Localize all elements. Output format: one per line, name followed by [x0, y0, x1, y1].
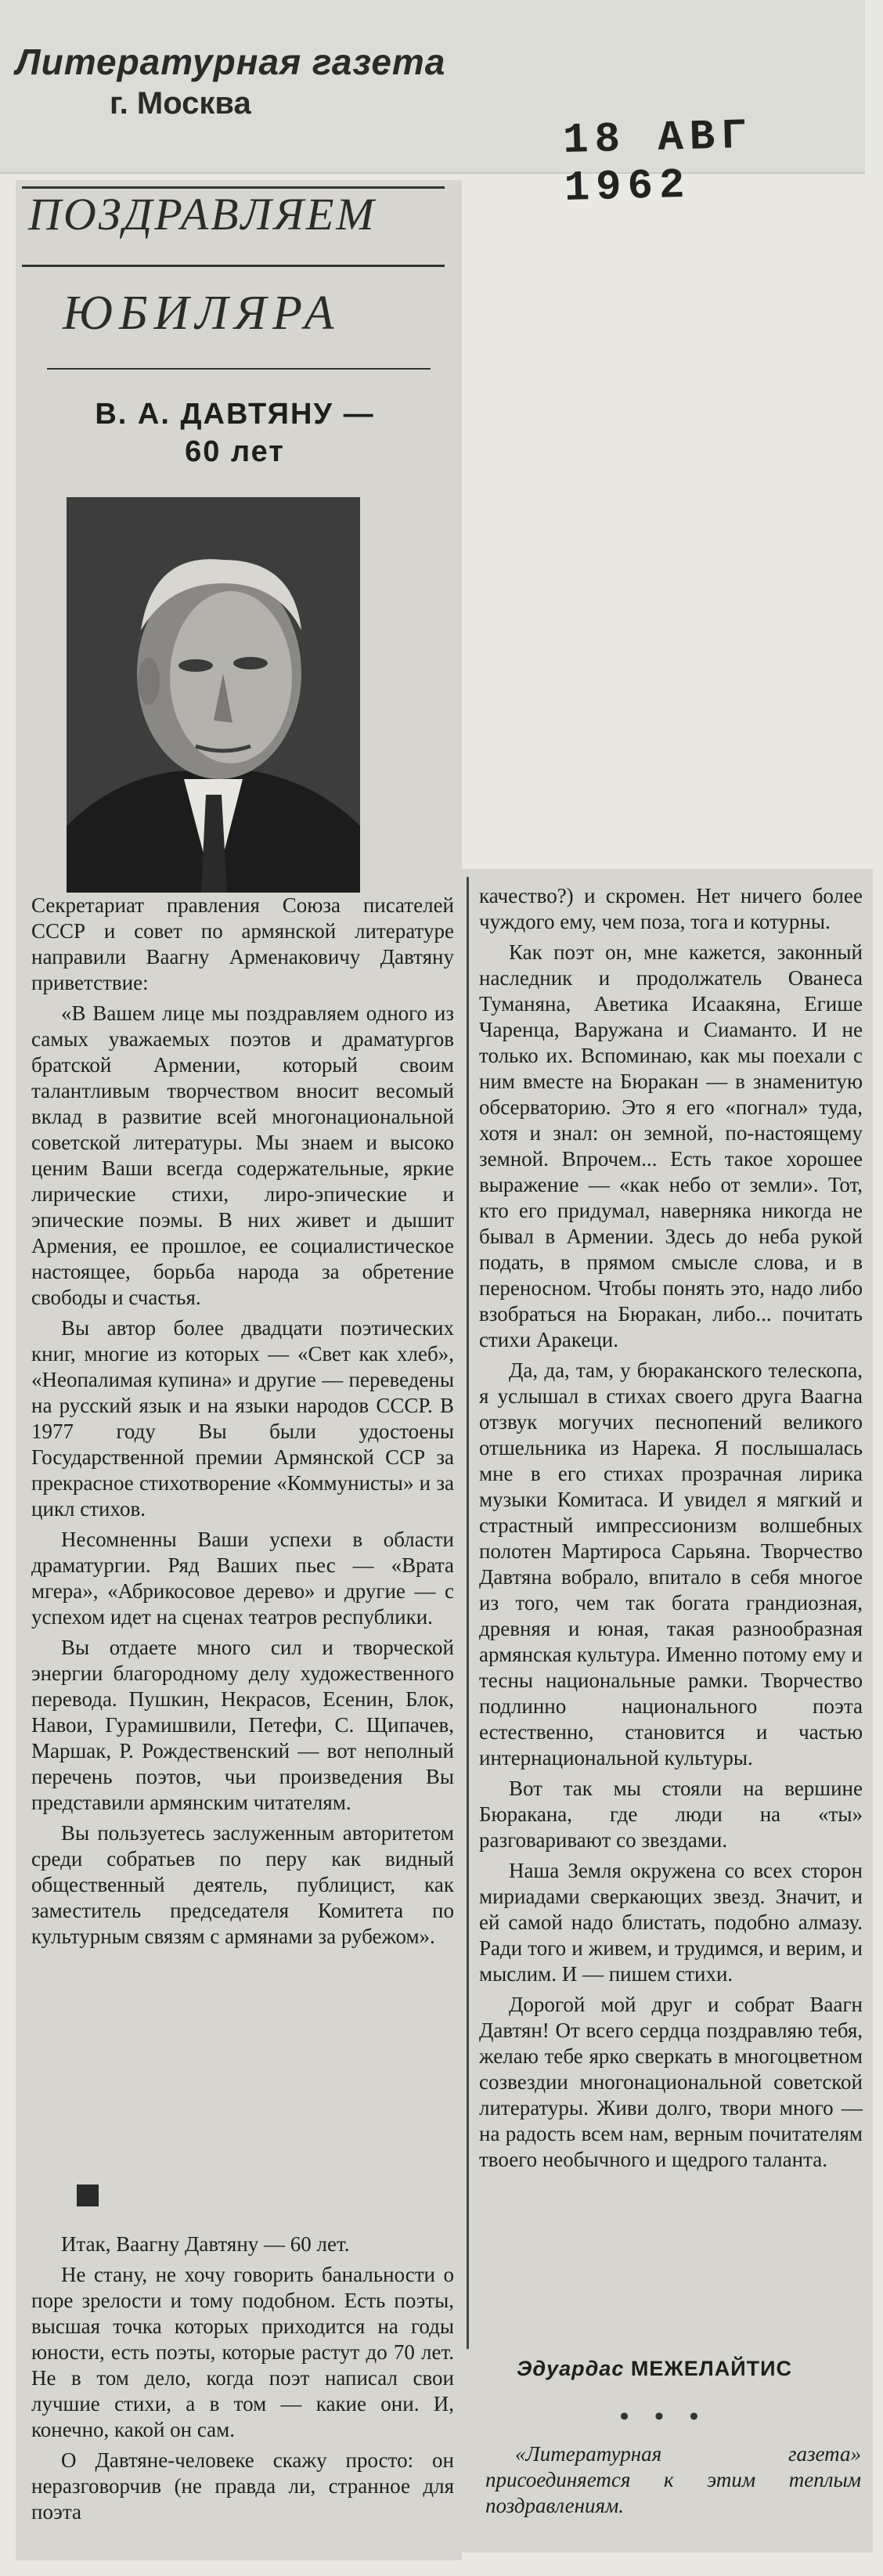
article-column-left-lower [31, 2231, 454, 2530]
title-rule-middle [22, 265, 445, 267]
paragraph: «В Вашем лице мы поздравляем одного из самых уважаемых поэтов и драматургов братской Армении, который своим талантливым творчеством вносит весомый вклад в развитие всей многонациональной советской литературы. Мы знаем и высоко ценим Ваши всегда содержательные, яркие лирические стихи, лиро-эпические и эпические поэмы. В них живет и дышит Армения, ее прошлое, ее социалистическое настоящее, борьба народа за обретение свободы и счастья. [31, 1001, 454, 1309]
paragraph: Вот так мы стояли на вершине Бюракана, где люди на «ты» разговаривают со звездами. [479, 1777, 863, 1852]
paragraph: Вы отдаете много сил и творческой энергии благородному делу художественного перевода. Пушкин, Некрасов, Есенин, Блок, Навои, Гурамишвили, Петефи, С. Щипачев, Маршак, Р. Рождественский — вот неполный перечень поэтов, чьи произведения Вы представили армянским читателям. [31, 1636, 454, 1814]
author-last-name: МЕЖЕЛАЙТИС [630, 2357, 793, 2380]
title-rule-bottom [47, 368, 431, 370]
headline-congratulate: ПОЗДРАВЛЯЕМ [28, 189, 377, 240]
dedication [70, 395, 399, 471]
paragraph: Да, да, там, у бюраканского телескопа, я услышал в стихах своего друга Ваагна отзвук могучих песнопений великого отшельника из Нарека. Я послышалась мне в его стихах прозрачная лирика музыки Комитаса. И увидел я мягкий и страстный импрессионизм волшебных полотен Мартироса Сарьяна. Творчество Давтяна вобрало, впитало в себя многое из того, чем так богата грандиозная, древняя и юная, такая разнообразная армянская культура. Именно потому ему и тесны национальные рамки. Творчество подлинно национального поэта естественно, становится и частью интернациональной культуры. [479, 1358, 863, 1770]
dedication-name: В. А. ДАВТЯНУ — [95, 398, 375, 431]
article-column-left [31, 893, 454, 1954]
paragraph: Вы пользуетесь заслуженным авторитетом среди собратьев по перу как видный общественный деятель, публицист, как заместитель председателя Комитета по культурным связям с армянами за рубежом». [31, 1821, 454, 1948]
author-signature [517, 2357, 792, 2381]
paragraph: Как поэт он, мне кажется, законный наследник и продолжатель Ованеса Туманяна, Аветика Исаакяна, Егише Чаренца, Варужана и Сиаманто. И не только их. Вспоминаю, как мы поехали с ним вместе на Бюракан — в знаменитую обсерваторию. Это я его «погнал» туда, хотя и знал: он земной, по-настоящему земной. Впрочем... Есть такое хорошее выражение — «как небо от земли». Тот, кто его придумал, наверняка никогда не бывал в Армении. Здесь до неба рукой подать, в прямом смысле слова, и в переносном. Чтобы понять это, надо либо взобраться на Бюракан, либо... почитать стихи Аракеци. [479, 940, 863, 1351]
publication-city: г. Москва [110, 86, 251, 121]
paragraph: Дорогой мой друг и собрат Ваагн Давтян! От всего сердца поздравляю тебя, желаю тебе ярко сверкать в многоцветном созвездии многонациональной советской литературы. Живи долго, твори много — на радость всем нам, верным почитателям твоего необычного и щедрого таланта. [479, 1993, 863, 2171]
author-first-name: Эдуардас [517, 2357, 625, 2380]
article-column-right [479, 883, 863, 2177]
portrait-illustration [67, 497, 360, 893]
archive-stamp-strip [0, 0, 865, 214]
paragraph: Итак, Ваагну Давтяну — 60 лет. [61, 2232, 350, 2256]
paragraph: Не стану, не хочу говорить банальности о поре зрелости и тому подобном. Есть поэты, высшая точка которых приходится на годы юности, есть поэты, которые растут до 70 лет. Не в том дело, когда поэт написал свои лучшие стихи, а в том — какие они. И, конечно, какой он сам. [31, 2263, 454, 2441]
paragraph: Несомненны Ваши успехи в области драматургии. Ряд Ваших пьес — «Врата мгера», «Абрикосовое дерево» и другие — с успехом идет на сценах театров республики. [31, 1528, 454, 1629]
separator-dots: • • • [619, 2402, 708, 2431]
editorial-note [485, 2441, 861, 2519]
date-stamp: 18 АВГ 1962 [562, 112, 754, 214]
publication-name: Литературная газета [16, 41, 446, 82]
portrait-photo [67, 497, 360, 893]
column-divider [467, 877, 469, 2349]
paragraph: Наша Земля окружена со всех сторон мириадами сверкающих звезд. Значит, и ей самой надо блистать, подобно алмазу. Ради того и живем, и трудимся, и верим, и мыслим. И — пишем стихи. [479, 1859, 863, 1986]
paragraph: Вы автор более двадцати поэтических книг, многие из которых — «Свет как хлеб», «Неопалимая купина» и другие — переведены на русский язык и на языки народов СССР. В 1977 году Вы были удостоены Государственной премии Армянской ССР за прекрасное стихотворение «Коммунисты» и за цикл стихов. [31, 1316, 454, 1521]
paragraph: качество?) и скромен. Нет ничего более чуждого ему, чем поза, тога и котурны. [479, 884, 863, 933]
dedication-age: 60 лет [185, 435, 285, 468]
paragraph: О Давтяне-человеке скажу просто: он неразговорчив (не правда ли, странное для поэта [31, 2448, 454, 2524]
editorial-note-text: «Литературная газета» присоединяется к этим теплым поздравлениям. [485, 2442, 861, 2517]
headline-jubilee: ЮБИЛЯРА [63, 287, 341, 340]
paragraph: Секретариат правления Союза писателей СССР и совет по армянской литературе направили Ваагну Арменаковичу Давтяну приветствие: [31, 893, 454, 994]
section-marker-square [77, 2185, 99, 2206]
